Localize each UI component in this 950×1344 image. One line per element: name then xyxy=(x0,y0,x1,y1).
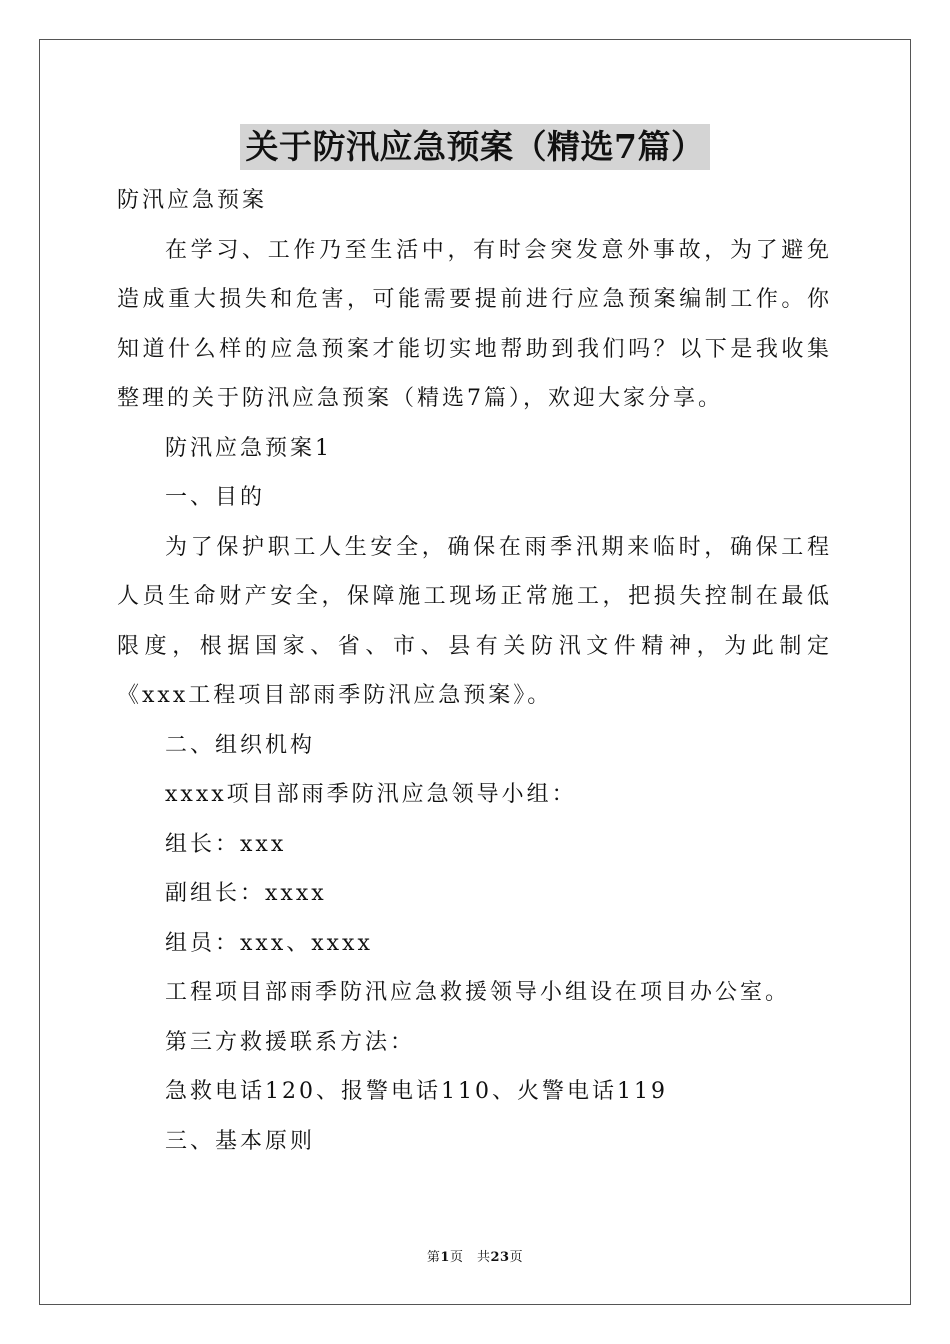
plan-heading: 防汛应急预案1 xyxy=(165,435,332,461)
section-heading: 防汛应急预案 xyxy=(117,188,268,213)
footer-page-mid: 页 共 xyxy=(449,1250,491,1265)
paragraph-members: 组员：xxx、xxxx xyxy=(165,930,373,956)
paragraph-leader: 组长：xxx xyxy=(165,831,287,857)
title-container xyxy=(0,124,950,170)
footer-page-current: 1 xyxy=(440,1250,450,1265)
paragraph-office: 工程项目部雨季防汛应急救援领导小组设在项目办公室。 xyxy=(165,980,791,1005)
section-heading-principles: 三、基本原则 xyxy=(165,1128,316,1154)
paragraph-purpose: 为了保护职工人生安全，确保在雨季汛期来临时，确保工程人员生命财产安全，保障施工现场正常施工，把损失控制在最低限度，根据国家、省、市、县有关防汛文件精神，为此制定《xxx工程项目部雨季防汛应急预案》。 xyxy=(117,534,832,708)
paragraph-intro: 在学习、工作乃至生活中，有时会突发意外事故，为了避免造成重大损失和危害，可能需要提前进行应急预案编制工作。你知道什么样的应急预案才能切实地帮助到我们吗？以下是我收集整理的关于防汛应急预案（精选7篇），欢迎大家分享。 xyxy=(117,237,832,411)
footer-page-prefix: 第 xyxy=(426,1250,441,1265)
document-title: 关于防汛应急预案（精选7篇） xyxy=(240,124,711,170)
section-heading-organization: 二、组织机构 xyxy=(165,732,316,758)
page-footer xyxy=(0,1246,950,1265)
paragraph-group: xxxx项目部雨季防汛应急领导小组： xyxy=(165,782,577,807)
paragraph-phone-numbers: 急救电话120、报警电话110、火警电话119 xyxy=(165,1079,668,1104)
document-body xyxy=(117,176,832,1166)
footer-page-total: 23 xyxy=(490,1250,510,1265)
paragraph-contact-title: 第三方救援联系方法： xyxy=(165,1029,416,1055)
paragraph-deputy-leader: 副组长：xxxx xyxy=(165,881,327,906)
section-heading-purpose: 一、目的 xyxy=(165,485,266,510)
footer-page-suffix: 页 xyxy=(509,1250,524,1265)
